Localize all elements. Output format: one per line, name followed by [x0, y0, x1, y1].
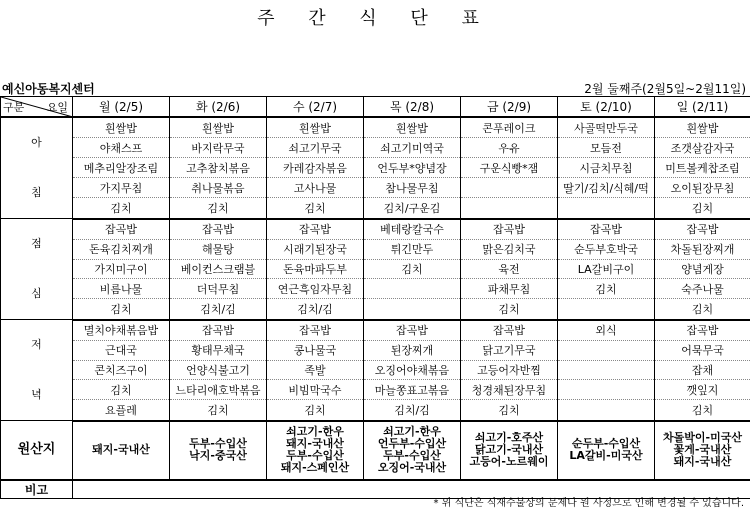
day-header: 토 (2/10): [558, 97, 655, 118]
menu-cell: 돈육마파두부: [267, 259, 364, 279]
menu-cell: 청경채된장무침: [461, 380, 558, 400]
menu-row: [1, 239, 750, 259]
menu-cell: 시금치무침: [558, 158, 655, 178]
menu-cell: [558, 340, 655, 360]
menu-row: [1, 340, 750, 360]
menu-cell: 잡곡밥: [73, 219, 170, 240]
menu-cell: 콩나물국: [267, 340, 364, 360]
menu-cell: 콘치즈구이: [73, 360, 170, 380]
menu-cell: 김치: [73, 299, 170, 320]
menu-cell: 고등어자반찜: [461, 360, 558, 380]
menu-cell: 바지락무국: [170, 138, 267, 158]
menu-row: [1, 158, 750, 178]
menu-row: [1, 198, 750, 219]
menu-cell: 숙주나물: [655, 279, 750, 299]
menu-cell: 메추리알장조림: [73, 158, 170, 178]
menu-cell: 콘푸레이크: [461, 117, 558, 138]
origin-line: 두부-수입산: [383, 449, 441, 462]
menu-cell: 김치: [73, 380, 170, 400]
meal-label: [1, 320, 73, 421]
menu-cell: 가지미구이: [73, 259, 170, 279]
menu-cell: 잡곡밥: [558, 219, 655, 240]
menu-cell: 닭고기무국: [461, 340, 558, 360]
corner-header: [1, 97, 73, 118]
menu-cell: 튀긴만두: [364, 239, 461, 259]
origin-cell: [170, 421, 267, 480]
menu-row: [1, 219, 750, 240]
menu-cell: 미트볼케찹조림: [655, 158, 750, 178]
day-header: 일 (2/11): [655, 97, 750, 118]
menu-cell: 순두부호박국: [558, 239, 655, 259]
menu-row: [1, 400, 750, 421]
day-header: 수 (2/7): [267, 97, 364, 118]
origin-line: 쇠고기-한우: [383, 425, 441, 438]
origin-cell: [364, 421, 461, 480]
menu-cell: 해물탕: [170, 239, 267, 259]
menu-cell: 언두부*양념장: [364, 158, 461, 178]
menu-cell: 잡곡밥: [170, 219, 267, 240]
menu-cell: 맑은김치국: [461, 239, 558, 259]
menu-cell: 가지무침: [73, 178, 170, 198]
meal-label: [1, 219, 73, 320]
menu-cell: 우유: [461, 138, 558, 158]
menu-cell: 육전: [461, 259, 558, 279]
corner-right-label: 요일: [46, 101, 68, 114]
menu-cell: 김치/구운김: [364, 198, 461, 219]
menu-cell: 잡곡밥: [655, 320, 750, 341]
day-header: 월 (2/5): [73, 97, 170, 118]
menu-cell: 베테랑칼국수: [364, 219, 461, 240]
menu-cell: LA갈비구이: [558, 259, 655, 279]
menu-cell: 야채스프: [73, 138, 170, 158]
menu-cell: 카레감자볶음: [267, 158, 364, 178]
menu-cell: 비빔막국수: [267, 380, 364, 400]
menu-cell: 쇠고기무국: [267, 138, 364, 158]
menu-cell: 김치/김: [170, 299, 267, 320]
origin-row: [1, 421, 750, 480]
menu-cell: 시래기된장국: [267, 239, 364, 259]
menu-cell: 어묵무국: [655, 340, 750, 360]
menu-cell: [461, 198, 558, 219]
menu-cell: 흰쌀밥: [655, 117, 750, 138]
menu-cell: 느타리애호박볶음: [170, 380, 267, 400]
menu-cell: 황태무채국: [170, 340, 267, 360]
menu-cell: 김치/김: [267, 299, 364, 320]
menu-cell: 잡곡밥: [461, 219, 558, 240]
menu-cell: 김치: [73, 198, 170, 219]
menu-cell: 김치: [655, 198, 750, 219]
menu-cell: 조갯살감자국: [655, 138, 750, 158]
menu-cell: 김치: [461, 400, 558, 421]
menu-row: [1, 380, 750, 400]
menu-cell: 잡곡밥: [655, 219, 750, 240]
menu-cell: 김치: [655, 400, 750, 421]
weekly-menu-table: [0, 96, 750, 499]
menu-cell: [558, 380, 655, 400]
footer-note: * 위 식단은 식재수불상의 문제나 원 사정으로 인해 변경될 수 있습니다.: [433, 498, 744, 509]
origin-line: 쇠고기-한우: [286, 425, 344, 438]
origin-line: 고등어-노르웨이: [469, 455, 549, 468]
corner-left-label: 구분: [3, 101, 25, 114]
menu-cell: 김치: [364, 259, 461, 279]
origin-line: 두부-수입산: [286, 449, 344, 462]
week-label: 2월 둘째주(2월5일~2월11일): [584, 82, 746, 96]
meal-label: [1, 117, 73, 219]
menu-cell: 고사나물: [267, 178, 364, 198]
menu-cell: 취나물볶음: [170, 178, 267, 198]
menu-cell: 사골떡만두국: [558, 117, 655, 138]
menu-cell: 파채무침: [461, 279, 558, 299]
origin-cell: [461, 421, 558, 480]
menu-cell: [558, 198, 655, 219]
origin-line: 낙지-중국산: [189, 449, 247, 462]
menu-cell: 된장찌개: [364, 340, 461, 360]
origin-line: 차돌박이-미국산: [663, 431, 742, 444]
meal-label-top: 아: [31, 136, 42, 149]
origin-line: 돼지-국내산: [673, 455, 732, 468]
origin-label: 원산지: [1, 421, 73, 480]
menu-row: [1, 360, 750, 380]
menu-cell: 참나물무침: [364, 178, 461, 198]
menu-cell: [558, 360, 655, 380]
note-label: 비고: [1, 480, 73, 499]
menu-cell: [364, 299, 461, 320]
meal-label-top: 점: [31, 237, 42, 250]
menu-cell: 김치: [170, 198, 267, 219]
menu-cell: 김치: [170, 400, 267, 421]
origin-line: 돼지-국내산: [92, 443, 150, 456]
menu-row: [1, 117, 750, 138]
menu-body: [1, 117, 750, 498]
origin-line: 언두부-수입산: [377, 437, 447, 450]
menu-cell: 잡곡밥: [267, 320, 364, 341]
menu-cell: 차돌된장찌개: [655, 239, 750, 259]
menu-row: [1, 320, 750, 341]
menu-row: [1, 259, 750, 279]
day-header: 목 (2/8): [364, 97, 461, 118]
menu-cell: [364, 279, 461, 299]
origin-line: 두부-수입산: [189, 437, 247, 450]
menu-cell: 흰쌀밥: [170, 117, 267, 138]
menu-cell: 잡곡밥: [170, 320, 267, 341]
meal-label-bottom: 침: [31, 186, 42, 199]
menu-cell: 베이컨스크램블: [170, 259, 267, 279]
origin-line: 쇠고기-호주산: [474, 431, 544, 444]
menu-cell: 고추참치볶음: [170, 158, 267, 178]
menu-cell: 멸치야채볶음밥: [73, 320, 170, 341]
origin-cell: [558, 421, 655, 480]
origin-line: 돼지-스페인산: [280, 461, 350, 474]
menu-row: [1, 178, 750, 198]
organization-name: 예신아동복지센터: [2, 82, 95, 96]
menu-cell: 구운식빵*잼: [461, 158, 558, 178]
day-header: 금 (2/9): [461, 97, 558, 118]
origin-cell: [73, 421, 170, 480]
menu-cell: 잡곡밥: [461, 320, 558, 341]
menu-cell: 오이된장무침: [655, 178, 750, 198]
meal-label-bottom: 녁: [31, 388, 42, 401]
day-header: 화 (2/6): [170, 97, 267, 118]
menu-cell: 요플레: [73, 400, 170, 421]
menu-cell: 양념게장: [655, 259, 750, 279]
menu-cell: 언양식불고기: [170, 360, 267, 380]
page-title: 주 간 식 단 표: [257, 8, 493, 29]
menu-cell: 김치: [461, 299, 558, 320]
menu-cell: 연근흑임자무침: [267, 279, 364, 299]
origin-line: LA갈비-미국산: [569, 449, 643, 462]
menu-cell: 오징어야채볶음: [364, 360, 461, 380]
origin-line: 닭고기-국내산: [474, 443, 544, 456]
origin-line: 오징어-국내산: [377, 461, 447, 474]
meal-label-top: 저: [31, 338, 42, 351]
menu-cell: 돈육김치찌개: [73, 239, 170, 259]
menu-cell: 마늘쫑표고볶음: [364, 380, 461, 400]
menu-cell: [558, 400, 655, 421]
menu-row: [1, 138, 750, 158]
menu-cell: 김치: [267, 400, 364, 421]
menu-cell: 쇠고기미역국: [364, 138, 461, 158]
menu-row: [1, 279, 750, 299]
origin-line: 순두부-수입산: [571, 437, 641, 450]
menu-cell: 잡채: [655, 360, 750, 380]
menu-cell: [461, 178, 558, 198]
origin-line: 돼지-국내산: [286, 437, 344, 450]
menu-cell: 김치: [558, 279, 655, 299]
menu-cell: 근대국: [73, 340, 170, 360]
menu-cell: 비름나물: [73, 279, 170, 299]
menu-cell: 딸기/김치/식혜/떡: [558, 178, 655, 198]
menu-cell: 외식: [558, 320, 655, 341]
origin-line: 꽃게-국내산: [673, 443, 732, 456]
menu-cell: 잡곡밥: [267, 219, 364, 240]
header-row: [1, 97, 750, 118]
menu-cell: 흰쌀밥: [267, 117, 364, 138]
menu-row: [1, 299, 750, 320]
menu-cell: 더덕무침: [170, 279, 267, 299]
menu-cell: 김치: [655, 299, 750, 320]
menu-cell: 잡곡밥: [364, 320, 461, 341]
menu-cell: 김치/김: [364, 400, 461, 421]
origin-cell: [655, 421, 750, 480]
menu-cell: 흰쌀밥: [73, 117, 170, 138]
menu-cell: [558, 299, 655, 320]
menu-cell: 김치: [267, 198, 364, 219]
origin-cell: [267, 421, 364, 480]
meal-label-bottom: 심: [31, 287, 42, 300]
menu-cell: 모듬전: [558, 138, 655, 158]
menu-cell: 족발: [267, 360, 364, 380]
menu-cell: 흰쌀밥: [364, 117, 461, 138]
menu-cell: 깻잎지: [655, 380, 750, 400]
